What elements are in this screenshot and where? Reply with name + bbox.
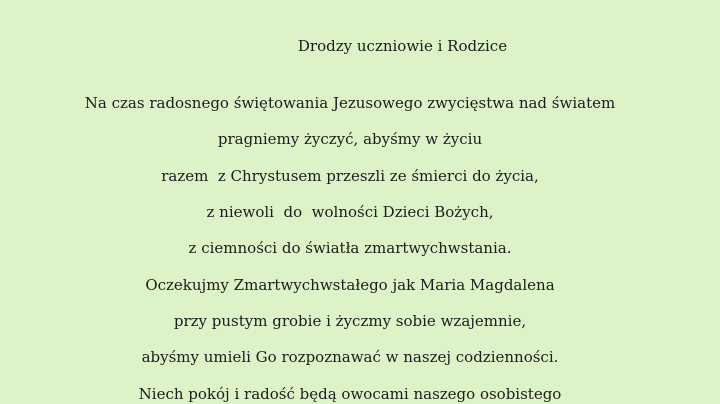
text-line: razem z Chrystusem przeszli ze śmierci do życia,	[161, 167, 539, 185]
text-line: abyśmy umieli Go rozpoznawać w naszej codzienności.	[141, 348, 559, 366]
text-line: pragniemy życzyć, abyśmy w życiu	[217, 130, 483, 148]
text-line: przy pustym grobie i życzmy sobie wzajemnie,	[173, 312, 527, 330]
greeting-heading: Drodzy uczniowie i Rodzice	[297, 37, 508, 55]
text-line: z niewoli do wolności Dzieci Bożych,	[206, 203, 494, 221]
text-line: Na czas radosnego świętowania Jezusowego zwycięstwa nad światem	[84, 94, 616, 112]
text-line: Oczekujmy Zmartwychwstałego jak Maria Magdalena	[145, 276, 555, 294]
text-line: z ciemności do światła zmartwychwstania.	[188, 239, 512, 257]
text-line: Niech pokój i radość będą owocami naszego osobistego	[138, 385, 562, 403]
